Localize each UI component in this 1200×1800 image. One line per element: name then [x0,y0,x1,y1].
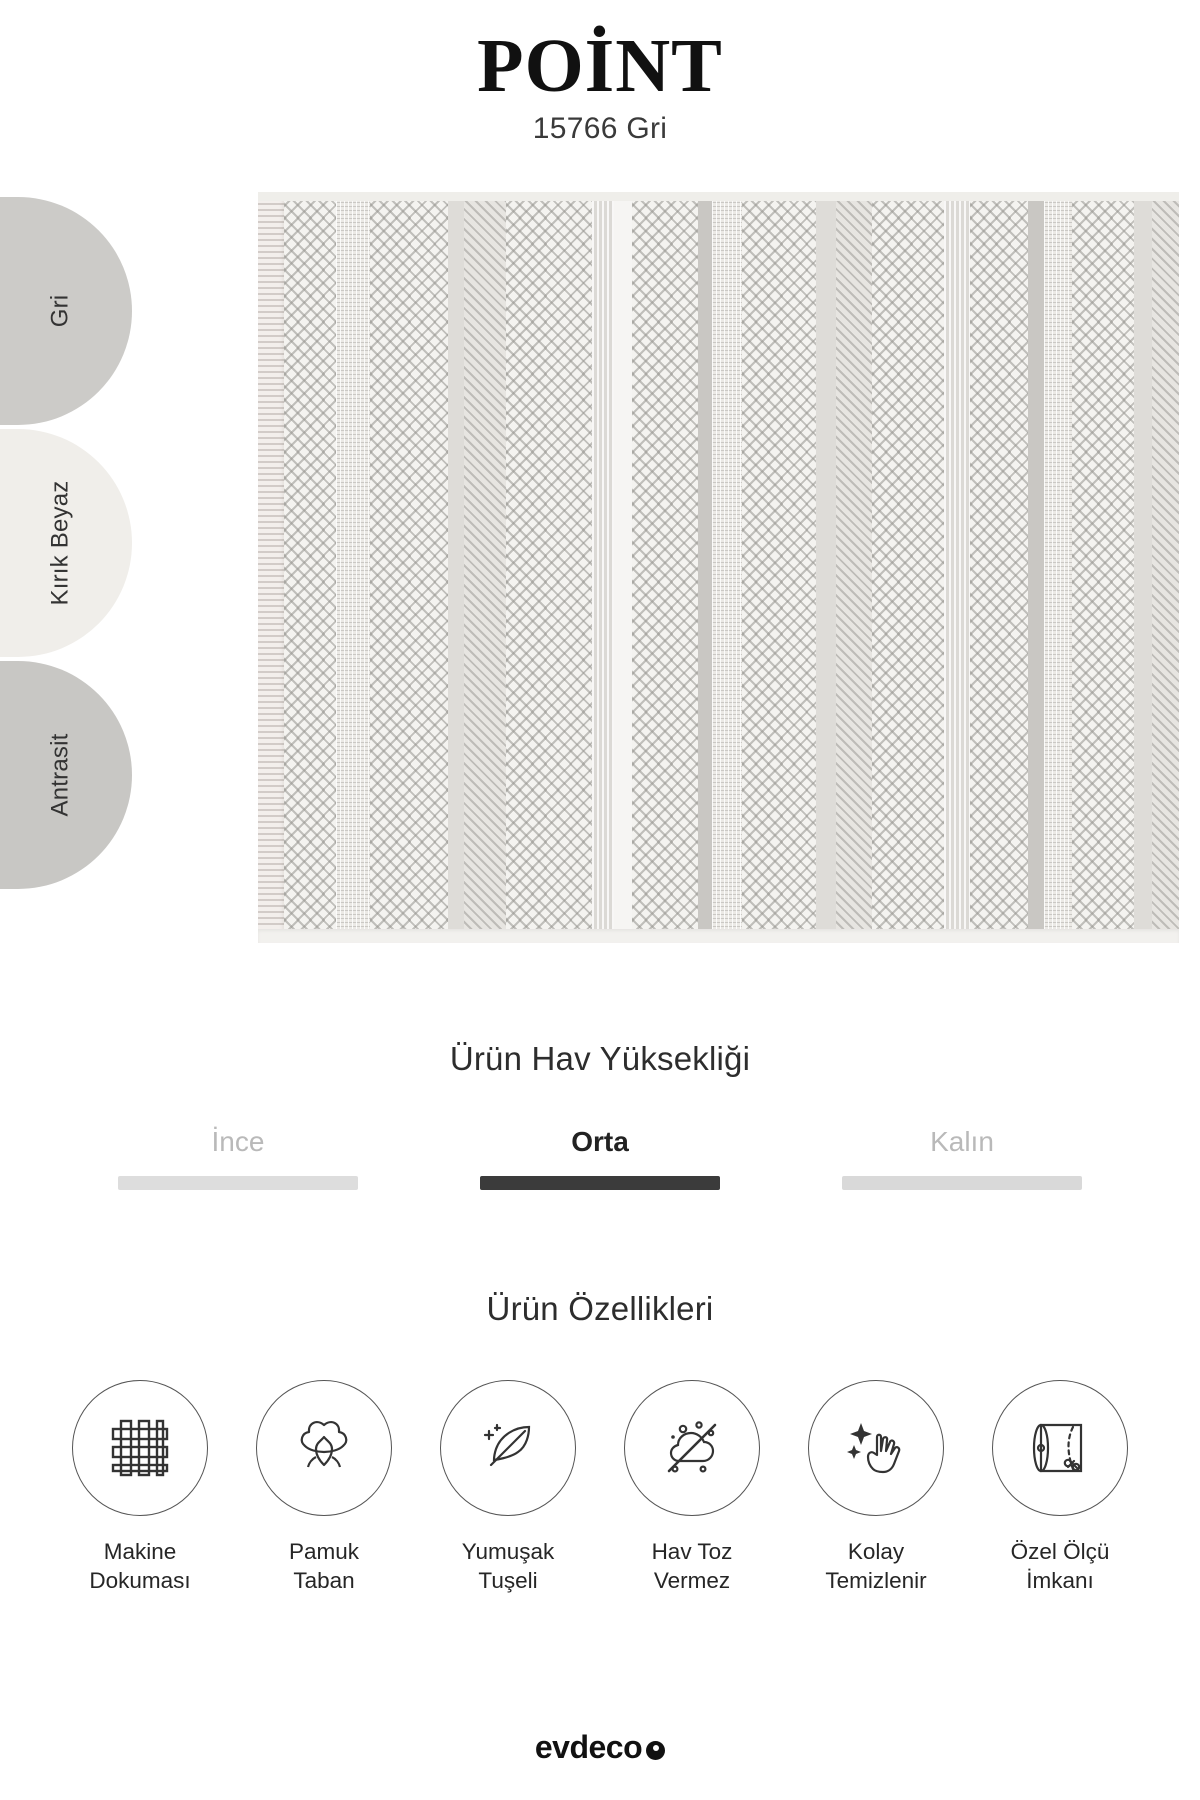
feature-icon-circle [808,1380,944,1516]
rug-band [506,192,592,943]
cotton-flower-icon [287,1411,361,1485]
color-variant-tabs [0,197,132,893]
rug-band [970,192,1028,943]
feature-custom-size [980,1380,1140,1596]
logo-dot-icon [646,1741,665,1760]
pile-level-orta[interactable] [480,1126,720,1190]
brand-title: POİNT [477,24,723,108]
features-title: Ürün Özellikleri [486,1290,714,1327]
feather-icon [471,1411,545,1485]
rug-band [370,192,448,943]
rug-band [1028,192,1044,943]
pile-level-label: İnce [211,1126,265,1157]
feature-icon-circle [440,1380,576,1516]
rug-top-edge [258,192,1179,201]
rug-band [632,192,698,943]
footer-logo-text: evdeco [534,1729,643,1765]
pile-level-label: Kalın [930,1126,994,1157]
rug-band [284,192,336,943]
feature-label: Yumuşak Tuşeli [461,1539,555,1593]
no-dust-icon [655,1411,729,1485]
pile-height-title: Ürün Hav Yüksekliği [449,1040,751,1077]
rug-texture [258,192,1179,943]
rug-band [742,192,816,943]
color-tab-gri[interactable] [0,197,132,425]
rug-band [944,192,970,943]
feature-icon-circle [624,1380,760,1516]
features-row [0,1380,1200,1596]
rug-band [1152,192,1179,943]
feature-machine-weave [60,1380,220,1596]
color-tab-antrasit[interactable] [0,661,132,889]
color-tab-label: Kırık Beyaz [45,480,73,606]
feature-label: Makine Dokuması [89,1539,191,1593]
page-footer [0,1729,1200,1766]
pile-level-kalin[interactable] [842,1126,1082,1190]
product-code: 15766 Gri [532,112,668,146]
rug-band [872,192,944,943]
rug-band [816,192,836,943]
feature-label: Pamuk Taban [288,1539,360,1593]
feature-icon-circle [72,1380,208,1516]
rug-band [1134,192,1152,943]
pile-level-label: Orta [571,1126,629,1157]
rug-band [336,192,370,943]
color-tab-label: Gri [46,294,73,328]
features-section [0,1290,1200,1596]
color-tab-kirik-beyaz[interactable] [0,429,132,657]
custom-size-cut-icon [1023,1411,1097,1485]
feature-soft-touch [428,1380,588,1596]
weave-icon [103,1411,177,1485]
rug-band [1044,192,1072,943]
feature-label: Hav Toz Vermez [651,1539,733,1593]
rug-band [836,192,872,943]
feature-easy-clean [796,1380,956,1596]
feature-label: Kolay Temizlenir [825,1539,927,1593]
pile-level-bar [118,1176,358,1190]
feature-label: Özel Ölçü İmkanı [1010,1539,1110,1593]
rug-band [1072,192,1134,943]
feature-icon-circle [256,1380,392,1516]
rug-band [712,192,742,943]
rug-band [698,192,712,943]
pile-level-bar [480,1176,720,1190]
pile-level-ince[interactable] [118,1126,358,1190]
product-image [258,192,1179,943]
rug-band [448,192,464,943]
pile-height-section [0,1040,1200,1190]
feature-icon-circle [992,1380,1128,1516]
cleaning-hand-icon [839,1411,913,1485]
feature-no-dust [612,1380,772,1596]
feature-cotton-base [244,1380,404,1596]
rug-bottom-edge [258,929,1179,943]
rug-selvage-edge [258,192,284,943]
evdeco-logo [535,1729,665,1766]
page-header [0,0,1200,146]
rug-band [464,192,506,943]
pile-level-bar [842,1176,1082,1190]
pile-height-levels [0,1126,1200,1190]
rug-band [614,192,632,943]
color-tab-label: Antrasit [46,733,73,817]
rug-band [592,192,614,943]
